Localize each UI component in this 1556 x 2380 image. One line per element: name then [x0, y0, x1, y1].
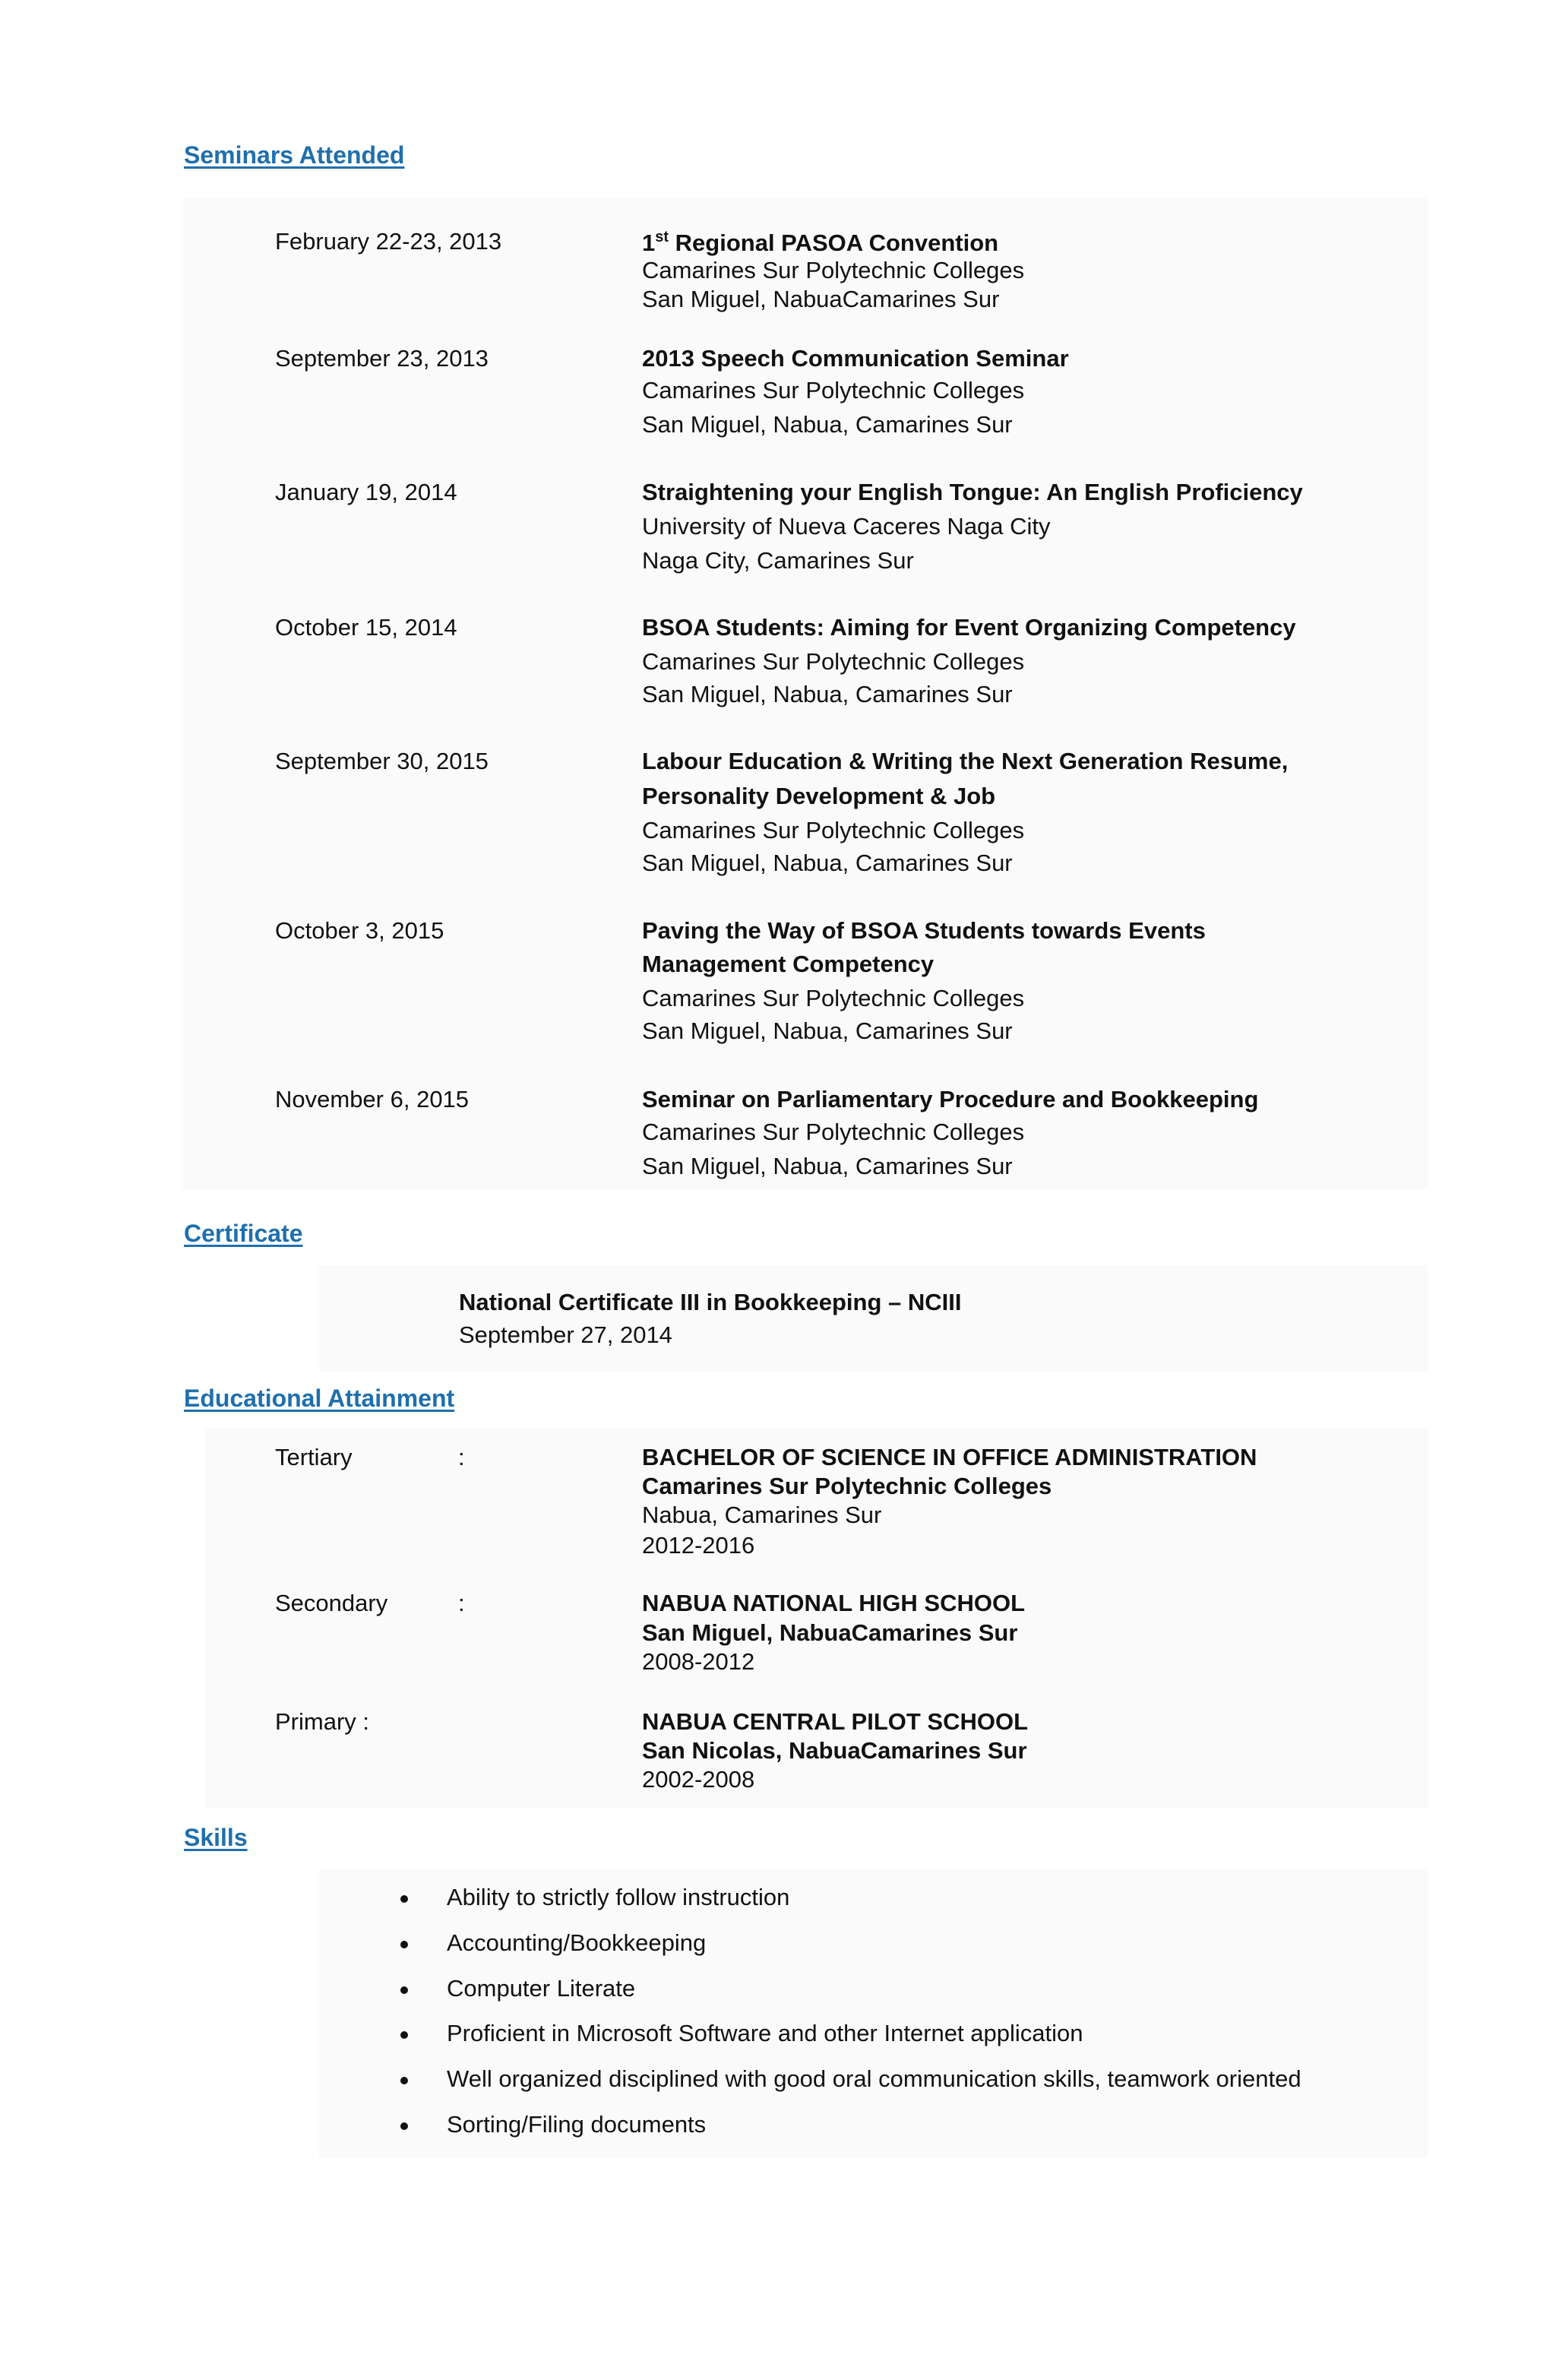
- education-colon: :: [458, 1590, 465, 1616]
- seminar-title: Seminar on Parliamentary Procedure and Bookkeeping: [642, 1086, 1259, 1112]
- certificate-date: September 27, 2014: [459, 1321, 672, 1348]
- seminar-venue: Camarines Sur Polytechnic Colleges: [642, 648, 1025, 675]
- education-school: Camarines Sur Polytechnic Colleges: [642, 1473, 1052, 1499]
- seminar-date: October 15, 2014: [275, 614, 457, 641]
- seminar-venue: Camarines Sur Polytechnic Colleges: [642, 1119, 1025, 1145]
- seminars-heading: Seminars Attended: [184, 141, 405, 169]
- education-school: NABUA CENTRAL PILOT SCHOOL: [642, 1708, 1029, 1735]
- bullet-icon: [400, 2077, 408, 2084]
- skill-item: Computer Literate: [447, 1975, 636, 2002]
- bullet-icon: [400, 1941, 408, 1948]
- education-heading: Educational Attainment: [184, 1385, 455, 1412]
- seminar-address: San Miguel, Nabua, Camarines Sur: [642, 850, 1013, 876]
- education-level: Secondary: [275, 1590, 388, 1616]
- seminar-address: San Miguel, Nabua, Camarines Sur: [642, 681, 1013, 707]
- education-address: San Miguel, NabuaCamarines Sur: [642, 1619, 1018, 1646]
- seminar-title: Paving the Way of BSOA Students towards Events: [642, 917, 1206, 944]
- skill-item: Sorting/Filing documents: [447, 2111, 707, 2138]
- seminar-address: San Miguel, NabuaCamarines Sur: [642, 286, 1000, 312]
- seminar-address: San Miguel, Nabua, Camarines Sur: [642, 1018, 1013, 1044]
- certificate-heading: Certificate: [184, 1220, 303, 1247]
- seminar-date: February 22-23, 2013: [275, 228, 502, 255]
- education-level: Tertiary: [275, 1444, 353, 1470]
- seminar-date: September 30, 2015: [275, 748, 489, 774]
- education-colon: :: [458, 1444, 465, 1470]
- seminar-title: 1st Regional PASOA Convention: [642, 229, 999, 256]
- bullet-icon: [400, 1986, 408, 1994]
- seminar-address: San Miguel, Nabua, Camarines Sur: [642, 1153, 1013, 1179]
- seminar-venue: Camarines Sur Polytechnic Colleges: [642, 985, 1025, 1011]
- education-level: Primary :: [275, 1708, 369, 1735]
- seminar-title: Labour Education & Writing the Next Generation Resume,: [642, 748, 1289, 774]
- seminar-date: November 6, 2015: [275, 1086, 470, 1112]
- education-place: Nabua, Camarines Sur: [642, 1502, 882, 1528]
- seminar-title: Straightening your English Tongue: An English Proficiency: [642, 479, 1303, 505]
- seminar-title-cont: Personality Development & Job: [642, 783, 996, 809]
- education-degree: BACHELOR OF SCIENCE IN OFFICE ADMINISTRATION: [642, 1444, 1257, 1470]
- seminar-date: September 23, 2013: [275, 345, 489, 372]
- certificate-panel: [319, 1265, 1428, 1372]
- seminar-address: San Miguel, Nabua, Camarines Sur: [642, 411, 1013, 438]
- seminar-venue: Camarines Sur Polytechnic Colleges: [642, 257, 1025, 283]
- seminar-date: January 19, 2014: [275, 479, 457, 505]
- skill-item: Ability to strictly follow instruction: [447, 1884, 790, 1910]
- skills-heading: Skills: [184, 1824, 248, 1851]
- certificate-title: National Certificate III in Bookkeeping – NCIII: [459, 1289, 962, 1315]
- seminar-title: BSOA Students: Aiming for Event Organizing Competency: [642, 614, 1296, 641]
- education-years: 2002-2008: [642, 1766, 755, 1793]
- skill-item: Well organized disciplined with good oral communication skills, teamwork oriented: [447, 2065, 1301, 2092]
- education-years: 2008-2012: [642, 1648, 755, 1675]
- bullet-icon: [400, 1895, 408, 1903]
- seminar-venue: Camarines Sur Polytechnic Colleges: [642, 377, 1025, 404]
- seminar-title-cont: Management Competency: [642, 951, 935, 977]
- education-school: NABUA NATIONAL HIGH SCHOOL: [642, 1590, 1026, 1616]
- bullet-icon: [400, 2031, 408, 2039]
- seminar-date: October 3, 2015: [275, 917, 444, 944]
- seminar-address: Naga City, Camarines Sur: [642, 547, 914, 574]
- education-years: 2012-2016: [642, 1532, 755, 1559]
- seminar-venue: Camarines Sur Polytechnic Colleges: [642, 817, 1025, 843]
- skill-item: Accounting/Bookkeeping: [447, 1929, 707, 1956]
- education-address: San Nicolas, NabuaCamarines Sur: [642, 1737, 1027, 1764]
- seminar-title: 2013 Speech Communication Seminar: [642, 345, 1069, 372]
- skill-item: Proficient in Microsoft Software and other Internet application: [447, 2020, 1083, 2046]
- bullet-icon: [400, 2122, 408, 2130]
- seminar-venue: University of Nueva Caceres Naga City: [642, 513, 1051, 540]
